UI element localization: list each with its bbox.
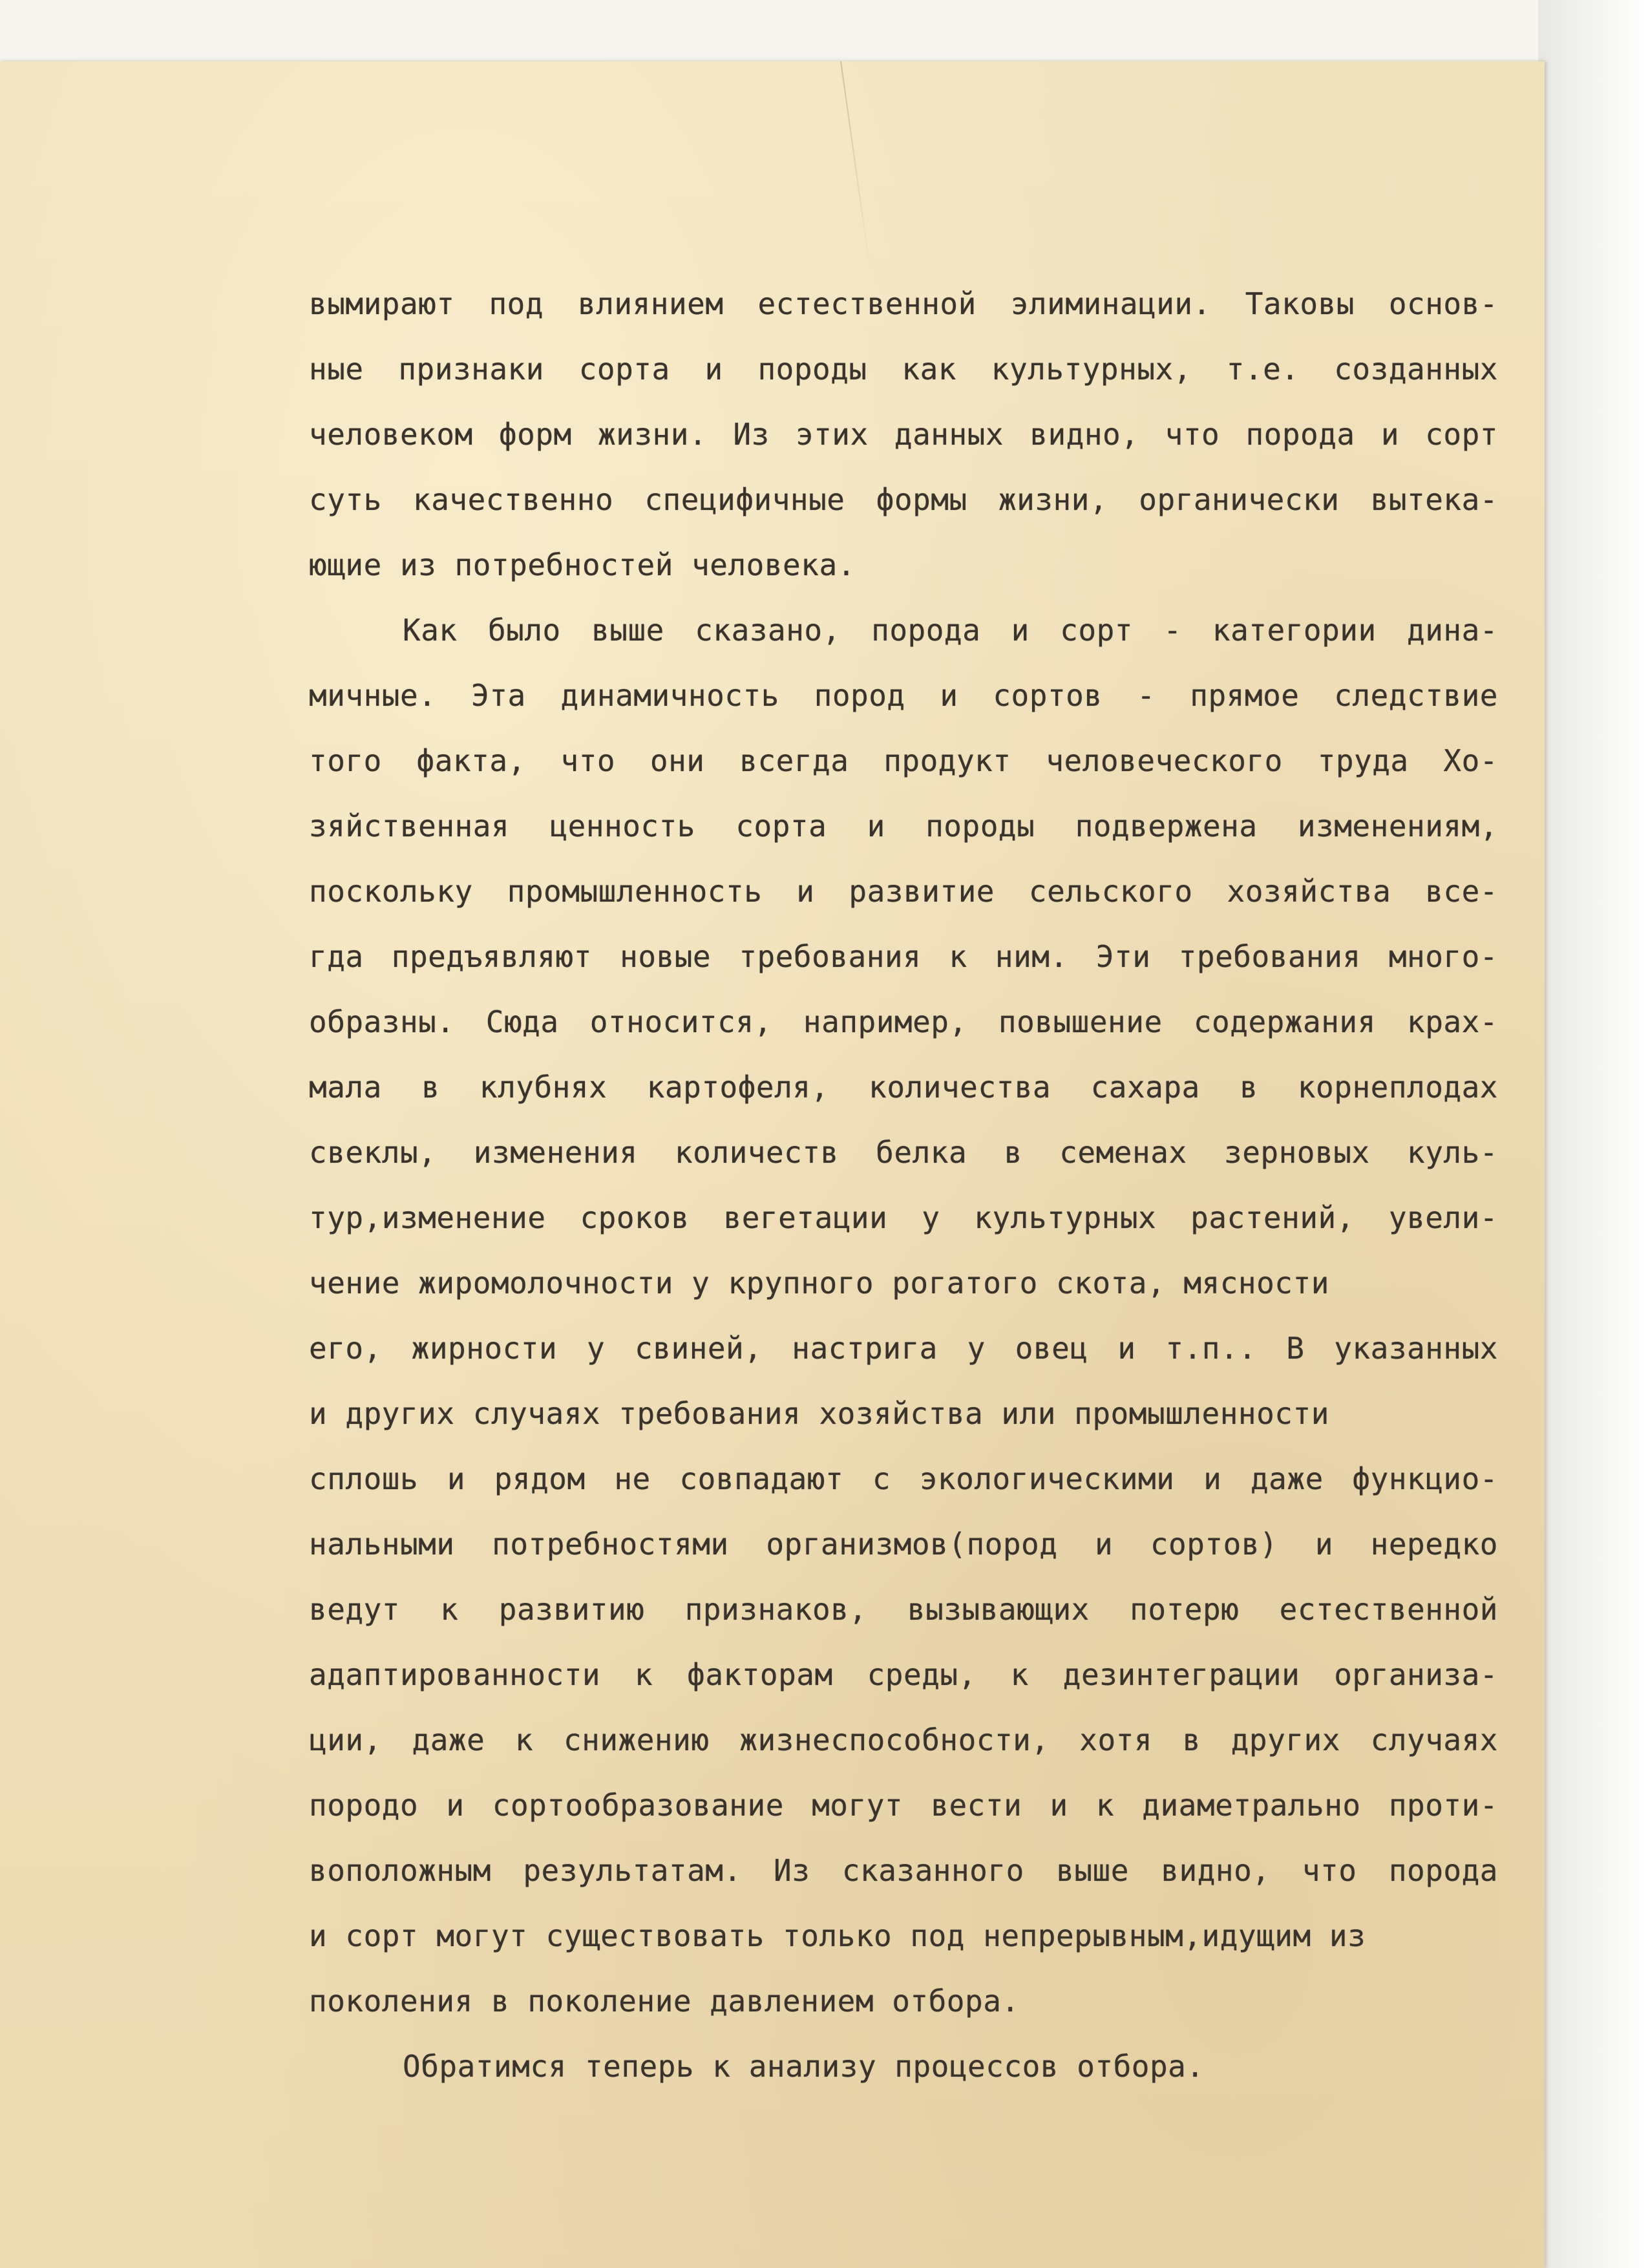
text-line: человеком форм жизни. Из этих данных видно, что порода и сорт (309, 417, 1498, 452)
text-line: зяйственная ценность сорта и породы подвержена изменениям, (309, 809, 1498, 843)
paper-fold (840, 61, 871, 273)
text-line: тур,изменение сроков вегетации у культурных растений, увели- (309, 1200, 1498, 1235)
text-line: чение жиромолочности у крупного рогатого скота, мясности (309, 1266, 1329, 1300)
text-line: того факта, что они всегда продукт человеческого труда Хо- (309, 743, 1498, 778)
text-line: и сорт могут существовать только под непрерывным,идущим из (309, 1918, 1366, 1953)
text-line: ции, даже к снижению жизнеспособности, хотя в других случаях (309, 1722, 1498, 1757)
text-line: ведут к развитию признаков, вызывающих потерю естественной (309, 1592, 1498, 1627)
text-line: Как было выше сказано, порода и сорт - категории дина- (403, 613, 1498, 648)
text-line: нальными потребностями организмов(пород и сортов) и нередко (309, 1527, 1498, 1562)
text-line: породо и сортообразование могут вести и к диаметрально проти- (309, 1788, 1498, 1823)
text-line: мала в клубнях картофеля, количества сахара в корнеплодах (309, 1070, 1498, 1105)
text-line: гда предъявляют новые требования к ним. Эти требования много- (309, 939, 1498, 974)
text-line: вымирают под влиянием естественной элиминации. Таковы основ- (309, 286, 1498, 321)
text-line: сплошь и рядом не совпадают с экологическими и даже функцио- (309, 1461, 1498, 1496)
text-line: его, жирности у свиней, настрига у овец и т.п.. В указанных (309, 1331, 1498, 1366)
text-line: свеклы, изменения количеств белка в семенах зерновых куль- (309, 1135, 1498, 1170)
text-line: поколения в поколение давлением отбора. (309, 1984, 1020, 2019)
text-line: ющие из потребностей человека. (309, 547, 856, 582)
scan-background (1538, 0, 1648, 2268)
text-line: мичные. Эта динамичность пород и сортов - прямое следствие (309, 678, 1498, 713)
text-line: Обратимся теперь к анализу процессов отбора. (403, 2049, 1205, 2084)
text-line: ные признаки сорта и породы как культурных, т.е. созданных (309, 352, 1498, 387)
text-line: и других случаях требования хозяйства или промышленности (309, 1396, 1329, 1431)
text-line: поскольку промышленность и развитие сельского хозяйства все- (309, 874, 1498, 909)
text-line: образны. Сюда относится, например, повышение содержания крах- (309, 1004, 1498, 1039)
text-line: адаптированности к факторам среды, к дезинтеграции организа- (309, 1657, 1498, 1692)
typed-text-body (309, 271, 1498, 2099)
text-line: воположным результатам. Из сказанного выше видно, что порода (309, 1853, 1498, 1888)
text-line: суть качественно специфичные формы жизни, органически вытека- (309, 482, 1498, 517)
